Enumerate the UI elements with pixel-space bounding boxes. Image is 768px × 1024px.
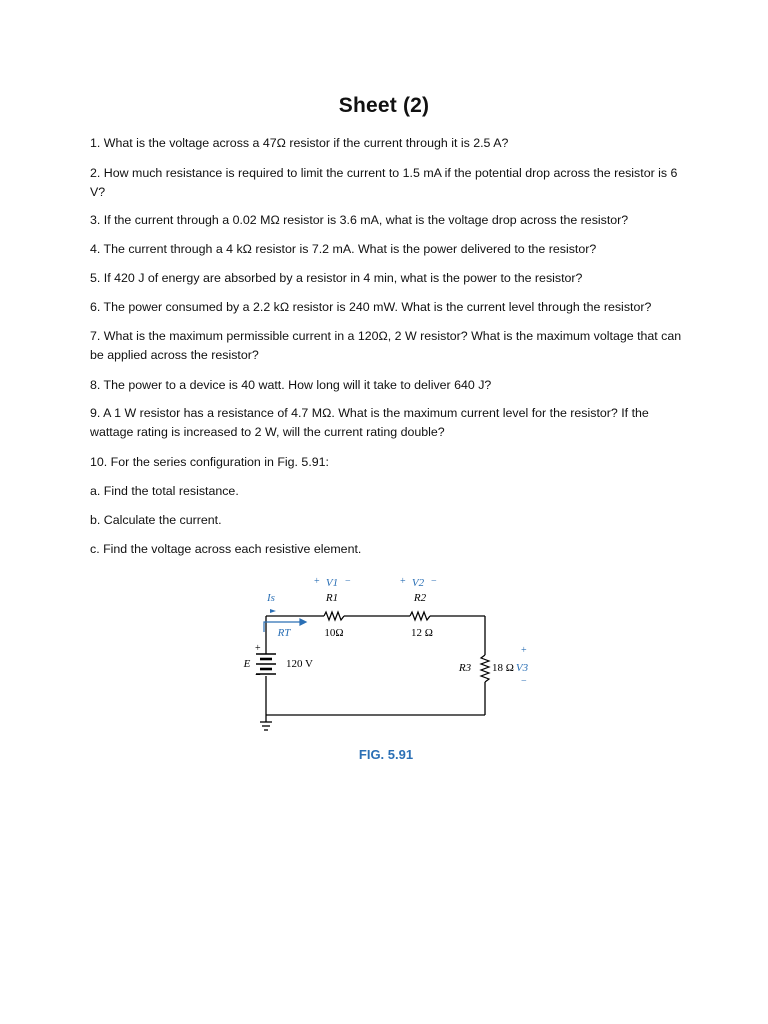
battery-minus: − (255, 670, 261, 681)
question-4: 4. The current through a 4 kΩ resistor is 7.2 mA. What is the power delivered to the resistor? (90, 242, 597, 256)
current-label: Is (267, 592, 275, 604)
r2-value: 12 Ω (411, 627, 433, 639)
r3-value: 18 Ω (492, 662, 514, 674)
r2-name: R2 (413, 592, 427, 604)
v3-label: V3 (515, 662, 529, 674)
question-10c: c. Find the voltage across each resistive element. (90, 542, 362, 556)
question-8: 8. The power to a device is 40 watt. How long will it take to deliver 640 J? (90, 378, 492, 392)
source-value: 120 V (286, 658, 313, 670)
question-3: 3. If the current through a 0.02 MΩ resistor is 3.6 mA, what is the voltage drop across the resistor? (90, 213, 629, 227)
sheet-title: Sheet (2) (338, 94, 430, 117)
r1-resistor-icon (324, 612, 344, 620)
question-2: 2. How much resistance is required to limit the current to 1.5 mA if the potential drop across the resistor is 6 V? (90, 166, 678, 199)
rt-label: RT (277, 627, 291, 639)
question-10a: a. Find the total resistance. (90, 484, 239, 498)
svg-text:+: + (400, 576, 406, 587)
question-5: 5. If 420 J of energy are absorbed by a resistor in 4 min, what is the power to the resistor? (90, 271, 583, 285)
r1-name: R1 (325, 592, 339, 604)
question-10b: b. Calculate the current. (90, 513, 222, 527)
r3-resistor-icon (481, 655, 489, 682)
r3-name: R3 (458, 662, 472, 674)
v1-label: V1 (325, 577, 339, 589)
source-name: E (243, 658, 251, 670)
battery-plus: + (255, 643, 261, 654)
r1-value: 10Ω (324, 627, 344, 639)
v2-label: V2 (411, 577, 425, 589)
svg-text:+: + (314, 576, 320, 587)
r2-resistor-icon (410, 612, 430, 620)
question-9: 9. A 1 W resistor has a resistance of 4.7 MΩ. What is the maximum current level for the resistor? If the wattage rating is increased to 2 W, will the current rating double? (90, 406, 649, 439)
svg-text:+: + (521, 645, 527, 656)
question-6: 6. The power consumed by a 2.2 kΩ resistor is 240 mW. What is the current level through the resistor? (90, 300, 652, 314)
svg-text:−: − (521, 676, 527, 687)
question-7: 7. What is the maximum permissible current in a 120Ω, 2 W resistor? What is the maximum voltage that can be applied across the resistor? (90, 329, 682, 362)
figure-caption: FIG. 5.91 (358, 747, 414, 762)
ground-icon (260, 722, 272, 730)
svg-text:−: − (345, 576, 351, 587)
question-10: 10. For the series configuration in Fig. 5.91: (90, 455, 329, 469)
svg-text:−: − (431, 576, 437, 587)
current-arrow-icon (270, 609, 276, 613)
question-1: 1. What is the voltage across a 47Ω resistor if the current through it is 2.5 A? (90, 136, 509, 150)
